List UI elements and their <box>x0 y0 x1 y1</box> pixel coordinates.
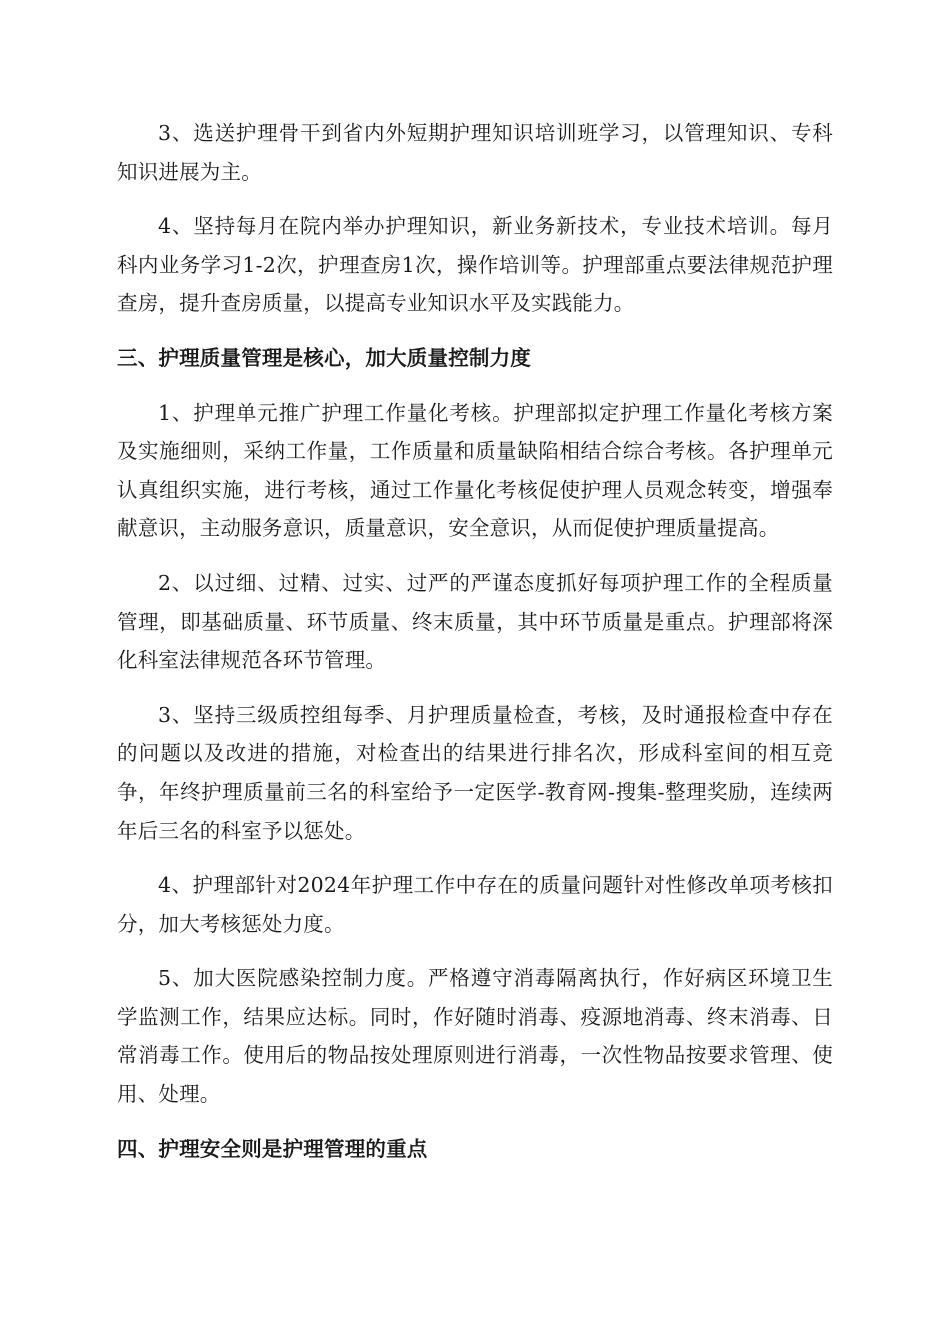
paragraph-training-backbone: 3、选送护理骨干到省内外短期护理知识培训班学习，以管理知识、专科知识进展为主。 <box>117 121 833 184</box>
paragraph-three-level-control: 3、坚持三级质控组每季、月护理质量检查，考核，及时通报检查中存在的问题以及改进的措施，对检查出的结果进行排名次，形成科室间的相互竞争，年终护理质量前三名的科室给予一定医学-教育网-搜集-整理奖励，连续两年后三名的科室予以惩处。 <box>117 702 833 843</box>
section-heading-quality: 三、护理质量管理是核心，加大质量控制力度 <box>117 345 531 370</box>
paragraph-whole-process-quality: 2、以过细、过精、过实、过严的严谨态度抓好每项护理工作的全程质量管理，即基础质量、环节质量、终末质量，其中环节质量是重点。护理部将深化科室法律规范各环节管理。 <box>117 570 833 673</box>
section-heading-safety: 四、护理安全则是护理管理的重点 <box>117 1136 428 1161</box>
paragraph-targeted-deduction: 4、护理部针对2024年护理工作中存在的质量问题针对性修改单项考核扣分，加大考核惩处力度。 <box>117 873 833 936</box>
paragraph-monthly-training: 4、坚持每月在院内举办护理知识，新业务新技术，专业技术培训。每月科内业务学习1-2次，护理查房1次，操作培训等。护理部重点要法律规范护理查房，提升查房质量，以提高专业知识水平及实践能力。 <box>117 214 833 316</box>
paragraph-infection-control: 5、加大医院感染控制力度。严格遵守消毒隔离执行，作好病区环境卫生学监测工作，结果应达标。同时，作好随时消毒、疫源地消毒、终末消毒、日常消毒工作。使用后的物品按处理原则进行消毒，一次性物品按要求管理、使用、处理。 <box>117 966 833 1107</box>
paragraph-quantified-assessment: 1、护理单元推广护理工作量化考核。护理部拟定护理工作量化考核方案及实施细则，采纳工作量，工作质量和质量缺陷相结合综合考核。各护理单元认真组织实施，进行考核，通过工作量化考核促使护理人员观念转变，增强奉献意识，主动服务意识，质量意识，安全意识，从而促使护理质量提高。 <box>117 400 833 541</box>
document-page <box>117 114 833 1184</box>
